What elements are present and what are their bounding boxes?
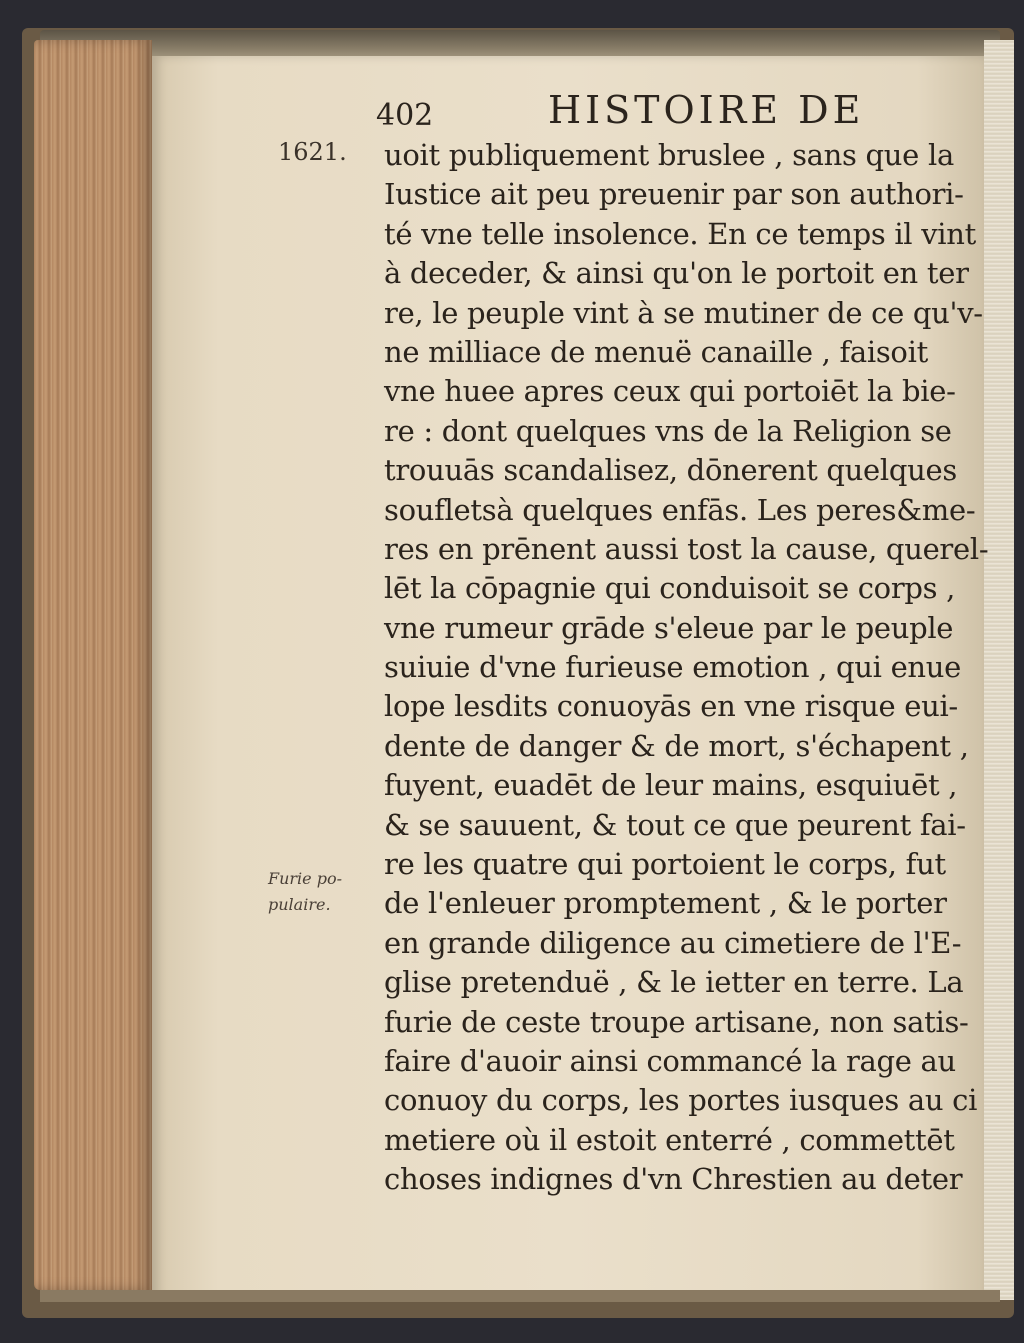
margin-note-line: pulaire. [268,895,331,914]
text-line: vne rumeur grāde s'eleue par le peuple [384,610,954,645]
text-line: trouuās scandalisez, dōnerent quelques [384,453,957,488]
text-line: à deceder, & ainsi qu'on le portoit en ter [384,256,969,291]
book-bottom-edge [40,1290,1000,1302]
text-line: res en prēnent aussi tost la cause, querel- [384,531,989,566]
page-number: 402 [376,98,434,133]
text-line: té vne telle insolence. En ce temps il vint [384,216,976,251]
text-line: metiere où il estoit enterré , commettēt [384,1122,955,1157]
text-line: en grande diligence au cimetiere de l'E- [384,925,962,960]
text-line: Iustice ait peu preuenir par son authori- [384,177,964,212]
text-line: re, le peuple vint à se mutiner de ce qu'v- [384,295,983,330]
text-line: conuoy du corps, les portes iusques au ci [384,1083,978,1118]
text-line: de l'enleuer promptement , & le porter [384,886,947,921]
text-line: suiuie d'vne furieuse emotion , qui enue [384,650,962,685]
text-line: ne milliace de menuë canaille , faisoit [384,334,928,369]
text-line: vne huee apres ceux qui portoiēt la bie- [384,374,956,409]
text-line: soufletsà quelques enfās. Les peres&me- [384,492,976,527]
text-line: faire d'auoir ainsi commancé la rage au [384,1043,956,1078]
body-text [384,136,988,1200]
text-line: lēt la cōpagnie qui conduisoit se corps , [384,571,956,606]
margin-year: 1621. [278,138,347,166]
text-line: choses indignes d'vn Chrestien au deter [384,1162,963,1197]
text-line: glise pretenduë , & le ietter en terre. La [384,965,964,1000]
margin-note [268,866,380,918]
text-line: furie de ceste troupe artisane, non satis- [384,1004,969,1039]
text-line: dente de danger & de mort, s'échapent , [384,728,969,763]
running-title: HISTOIRE DE [548,88,865,132]
page-header [370,88,910,132]
text-line: uoit publiquement bruslee , sans que la [384,138,954,172]
text-line: re : dont quelques vns de la Religion se [384,413,952,448]
text-line: re les quatre qui portoient le corps, fut [384,847,946,882]
text-line: lope lesdits conuoyās en vne risque eui- [384,689,958,724]
margin-note-line: Furie po- [268,869,343,888]
text-line: fuyent, euadēt de leur mains, esquiuēt , [384,768,958,803]
text-line: & se sauuent, & tout ce que peurent fai- [384,807,966,842]
facing-page-edge [984,40,1014,1300]
book-fore-edge [34,40,152,1290]
